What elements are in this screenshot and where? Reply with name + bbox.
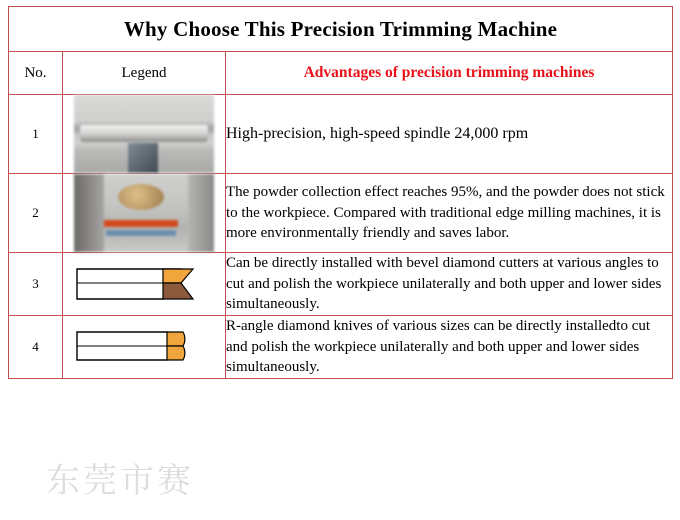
table-header-row [9,52,673,95]
watermark: 东莞市赛 [46,461,194,501]
legend-cell-spindle [63,95,226,174]
spindle-photo [74,95,214,173]
table-row [9,316,673,379]
advantage-text: Can be directly installed with bevel diamond cutters at various angles to cut and polish the workpiece unilaterally and both upper and lower sides simultaneously. [226,253,673,316]
legend-cell-dust-collection [63,174,226,253]
advantage-text: High-precision, high-speed spindle 24,000 rpm [226,95,673,174]
table-row [9,174,673,253]
comparison-table [8,6,673,379]
bevel-cutter-diagram [71,257,217,311]
row-number: 1 [9,95,63,174]
table-title-row [9,7,673,52]
column-header-advantages: Advantages of precision trimming machines [226,52,673,95]
r-angle-cutter-diagram [71,320,217,374]
page-title: Why Choose This Precision Trimming Machine [9,7,673,52]
row-number: 4 [9,316,63,379]
column-header-no: No. [9,52,63,95]
table-row [9,95,673,174]
legend-cell-r-angle-cutter [63,316,226,379]
dust-collection-photo [74,174,214,252]
table-row [9,253,673,316]
row-number: 2 [9,174,63,253]
legend-cell-bevel-cutter [63,253,226,316]
advantage-text: R-angle diamond knives of various sizes can be directly installedto cut and polish the workpiece unilaterally and both upper and lower sides simultaneously. [226,316,673,379]
row-number: 3 [9,253,63,316]
column-header-legend: Legend [63,52,226,95]
advantage-text: The powder collection effect reaches 95%, and the powder does not stick to the workpiece. Compared with traditional edge milling machines, it is more environmentally friendly and saves labor. [226,174,673,253]
